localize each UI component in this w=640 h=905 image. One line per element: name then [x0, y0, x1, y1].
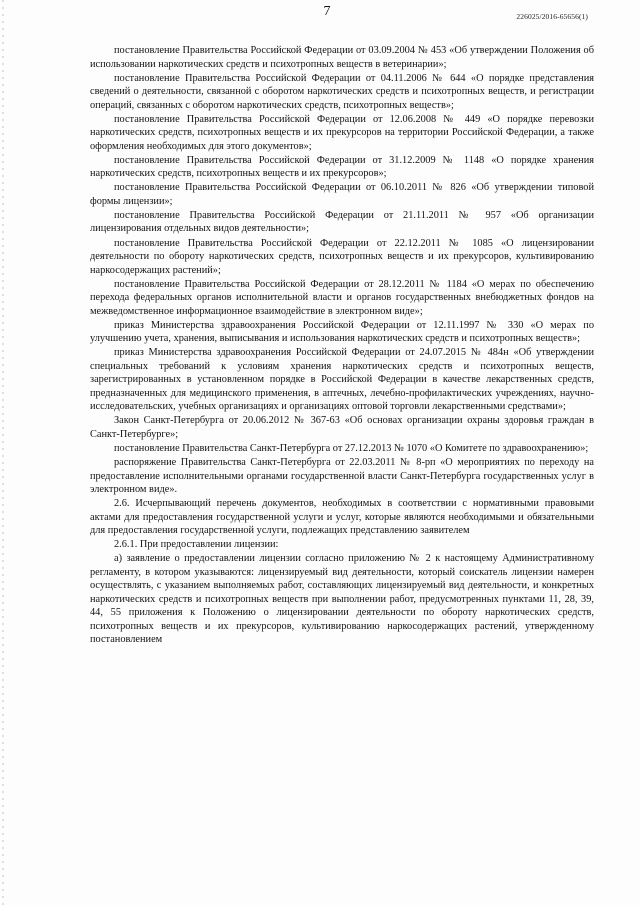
page-number: 7 — [323, 4, 331, 19]
paragraph: постановление Правительства Санкт-Петербурга от 27.12.2013 № 1070 «О Комитете по здравоохранению»; — [114, 443, 589, 455]
document-number: 226025/2016-65656(1) — [516, 12, 588, 21]
section-heading: 2.6. Исчерпывающий перечень документов, необходимых в соответствии с нормативными правовыми актами для предоставления государственной услуги и услуг, которые являются необходимыми и обязательными для предоставления государственной услуги, подлежащих представлению заявителем — [90, 498, 594, 537]
paragraph: постановление Правительства Российской Федерации от 04.11.2006 № 644 «О порядке представления сведений о деятельности, связанной с оборотом наркотических средств и психотропных веществ, и регистрации операций, связанных с оборотом наркотических средств, психотропных веществ»; — [90, 72, 594, 111]
paragraph: приказ Министерства здравоохранения Российской Федерации от 24.07.2015 № 484н «Об утверждении специальных требований к условиям хранения наркотических средств и психотропных веществ, зарегистрированных в установленном порядке в Российской Федерации в качестве лекарственных средств, предназначенных для медицинского применения, в аптечных, лечебно-профилактических учреждениях, научно-исследовательских, учебных организациях и организациях оптовой торговли лекарственными средствами»; — [90, 347, 594, 413]
paragraph: распоряжение Правительства Санкт-Петербурга от 22.03.2011 № 8-рп «О мероприятиях по переходу на предоставление исполнительными органами государственной власти Санкт-Петербурга государственных услуг в электронном виде». — [90, 457, 594, 496]
paragraph: а) заявление о предоставлении лицензии согласно приложению № 2 к настоящему Административному регламенту, в котором указываются: лицензируемый вид деятельности, который соискатель лицензии намерен осуществлять, с указанием выполняемых работ, составляющих лицензируемый вид деятельности, и конкретных наркотических средств и психотропных веществ при выполнении работ, предусмотренных пунктами 11, 28, 39, 44, 55 приложения к Положению о лицензировании деятельности по обороту наркотических средств, психотропных веществ и их прекурсоров, культивированию наркосодержащих растений, утвержденному постановлением — [90, 553, 594, 646]
paragraph: постановление Правительства Российской Федерации от 12.06.2008 № 449 «О порядке перевозки наркотических средств, психотропных веществ и их прекурсоров на территории Российской Федерации, а также оформления необходимых для этого документов»; — [90, 113, 594, 152]
paragraph: постановление Правительства Российской Федерации от 03.09.2004 № 453 «Об утверждении Положения об использовании наркотических средств и психотропных веществ в ветеринарии»; — [90, 45, 594, 70]
paragraph: Закон Санкт-Петербурга от 20.06.2012 № 367-63 «Об основах организации охраны здоровья граждан в Санкт-Петербурге»; — [90, 415, 594, 440]
scan-edge — [2, 0, 4, 905]
paragraph: постановление Правительства Российской Федерации от 06.10.2011 № 826 «Об утверждении типовой формы лицензии»; — [90, 182, 594, 207]
paragraph: постановление Правительства Российской Федерации от 21.11.2011 № 957 «Об организации лицензирования отдельных видов деятельности»; — [90, 209, 594, 235]
paragraph: постановление Правительства Российской Федерации от 22.12.2011 № 1085 «О лицензировании деятельности по обороту наркотических средств, психотропных веществ и их прекурсоров, культивированию наркосодержащих растений»; — [90, 237, 594, 276]
paragraph: постановление Правительства Российской Федерации от 28.12.2011 № 1184 «О мерах по обеспечению перехода федеральных органов исполнительной власти и органов государственных внебюджетных фондов на межведомственное информационное взаимодействие в электронном виде»; — [90, 278, 594, 317]
paragraph: приказ Министерства здравоохранения Российской Федерации от 12.11.1997 № 330 «О мерах по улучшению учета, хранения, выписывания и использования наркотических средств и психотропных веществ»; — [90, 319, 594, 345]
document-body — [90, 44, 594, 648]
paragraph: постановление Правительства Российской Федерации от 31.12.2009 № 1148 «О порядке хранения наркотических средств, психотропных веществ и их прекурсоров»; — [90, 154, 594, 180]
subsection-heading: 2.6.1. При предоставлении лицензии: — [114, 539, 279, 551]
